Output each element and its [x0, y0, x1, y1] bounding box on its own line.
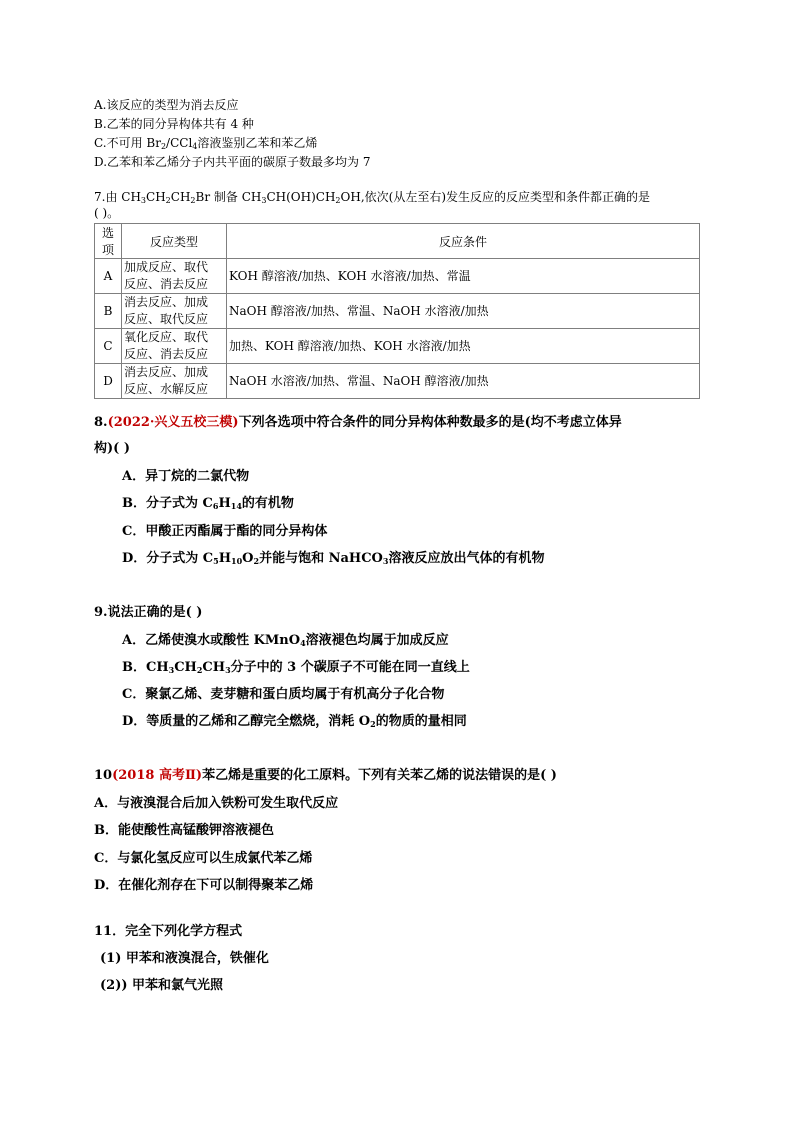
- row-condition: NaOH 水溶液/加热、常温、NaOH 醇溶液/加热: [227, 364, 700, 399]
- q7-stem-text: 7.由 CH: [94, 190, 141, 204]
- q11-line-1: (1) 甲苯和液溴混合，铁催化: [100, 951, 269, 966]
- q8-d-sub: 10: [231, 556, 243, 566]
- q7-stem-sub: 2: [190, 196, 196, 205]
- q6-option-a: A.该反应的类型为消去反应: [94, 98, 239, 112]
- q8-b-text: H: [218, 496, 231, 511]
- q7-stem-text: CH: [170, 190, 191, 204]
- q8-d-sub: 2: [253, 556, 260, 566]
- row-type-line: 氧化反应、取代: [124, 330, 209, 344]
- q8-option-c: C．甲酸正丙酯属于酯的同分异构体: [122, 524, 328, 539]
- q7-stem-end: ( )。: [94, 206, 120, 220]
- q8-option-b: [122, 496, 294, 512]
- q7-options-table: [94, 223, 700, 399]
- q7-stem: [94, 189, 650, 205]
- q9-option-d: [122, 714, 467, 730]
- row-key: D: [95, 364, 122, 399]
- q6-c-text: 溶液鉴别乙苯和苯乙烯: [197, 136, 318, 150]
- table-row: [95, 259, 700, 294]
- q9-d-sub: 2: [370, 719, 376, 729]
- q8-d-sub: 5: [213, 556, 219, 566]
- row-type-line: 反应、消去反应: [124, 347, 209, 361]
- row-type-line: 反应、水解反应: [124, 382, 209, 396]
- q8-stem-line1: [94, 415, 622, 431]
- header-reaction-condition: 反应条件: [227, 224, 700, 259]
- q8-d-text: H: [218, 551, 232, 566]
- q8-option-a: A．异丁烷的二氯代物: [122, 469, 250, 484]
- q7-stem-sub: 3: [261, 196, 267, 205]
- q7-stem-sub: 2: [165, 196, 171, 205]
- q8-b-sub: 14: [230, 501, 242, 511]
- q8-b-text: 的有机物: [241, 496, 294, 511]
- q10-option-d: D．在催化剂存在下可以制得聚苯乙烯: [94, 878, 314, 893]
- q10-number: 10: [94, 768, 113, 783]
- q9-d-text: 的物质的量相同: [375, 714, 467, 729]
- header-reaction-type: 反应类型: [122, 224, 227, 259]
- q9-a-text: A．乙烯使溴水或酸性 KMnO: [122, 633, 301, 648]
- q8-option-d: [122, 551, 544, 567]
- q10-stem: [94, 768, 557, 784]
- q8-d-text: D．分子式为 C: [122, 551, 214, 566]
- q8-number: 8.: [94, 415, 108, 430]
- row-type: [122, 329, 227, 364]
- row-type-line: 消去反应、加成: [124, 365, 209, 379]
- q6-c-sub: 4: [192, 142, 198, 151]
- row-key: B: [95, 294, 122, 329]
- q8-stem-text: 下列各选项中符合条件的同分异构体种数最多的是(均不考虑立体异: [238, 415, 622, 430]
- table-row: [95, 364, 700, 399]
- table-row: [95, 329, 700, 364]
- q6-c-text: /CCl: [166, 136, 193, 150]
- row-condition: NaOH 醇溶液/加热、常温、NaOH 水溶液/加热: [227, 294, 700, 329]
- q7-stem-text: CH: [146, 190, 166, 204]
- row-type-line: 反应、消去反应: [124, 277, 209, 291]
- q7-stem-sub: 2: [335, 196, 341, 205]
- row-type-line: 反应、取代反应: [124, 312, 209, 326]
- q10-option-b: B．能使酸性高锰酸钾溶液褪色: [94, 823, 274, 838]
- q8-d-text: 并能与饱和 NaHCO: [259, 551, 383, 566]
- q9-b-text: CH: [174, 660, 197, 675]
- q7-stem-sub: 3: [140, 196, 147, 205]
- q9-b-sub: 3: [225, 665, 231, 675]
- row-type: [122, 364, 227, 399]
- q9-d-text: D．等质量的乙烯和乙醇完全燃烧，消耗 O: [122, 714, 371, 729]
- q9-a-sub: 4: [300, 638, 306, 648]
- q6-option-d: D.乙苯和苯乙烯分子内共平面的碳原子数最多均为 7: [94, 155, 371, 169]
- row-condition: 加热、KOH 醇溶液/加热、KOH 水溶液/加热: [227, 329, 700, 364]
- q8-source: (2022·兴义五校三模): [107, 415, 239, 430]
- q6-option-c: [94, 135, 317, 151]
- q10-source: (2018 高考Ⅱ): [112, 768, 203, 783]
- q8-b-sub: 6: [212, 501, 219, 511]
- q9-b-text: 分子中的 3 个碳原子不可能在同一直线上: [230, 660, 470, 675]
- q7-stem-text: CH(OH)CH: [266, 190, 336, 204]
- q6-option-b: B.乙苯的同分异构体共有 4 种: [94, 117, 254, 131]
- row-key: A: [95, 259, 122, 294]
- row-condition: KOH 醇溶液/加热、KOH 水溶液/加热、常温: [227, 259, 700, 294]
- q9-a-text: 溶液褪色均属于加成反应: [305, 633, 449, 648]
- q10-stem-text: 苯乙烯是重要的化工原料。下列有关苯乙烯的说法错误的是( ): [202, 768, 557, 783]
- q7-stem-text: OH,依次(从左至右)发生反应的反应类型和条件都正确的是: [340, 190, 650, 204]
- row-type-line: 加成反应、取代: [124, 260, 209, 274]
- q8-d-sub: 3: [382, 556, 389, 566]
- q9-b-sub: 2: [196, 665, 203, 675]
- table-header-row: [95, 224, 700, 259]
- row-key: C: [95, 329, 122, 364]
- q9-option-a: [122, 633, 449, 649]
- q8-d-text: 溶液反应放出气体的有机物: [388, 551, 545, 566]
- q11-line-2: (2)) 甲苯和氯气光照: [100, 978, 224, 993]
- q8-d-text: O: [242, 551, 254, 566]
- q11-stem: 11．完全下列化学方程式: [94, 924, 243, 939]
- table-row: [95, 294, 700, 329]
- q9-b-text: CH: [202, 660, 226, 675]
- q9-stem: 9.说法正确的是( ): [94, 605, 203, 620]
- header-option: 选项: [95, 224, 122, 259]
- q9-b-text: B．CH: [122, 660, 169, 675]
- q7-stem-text: Br 制备 CH: [195, 190, 262, 204]
- q9-b-sub: 3: [168, 665, 175, 675]
- q6-c-text: C.不可用 Br: [94, 136, 161, 150]
- q8-stem-line2: 构)( ): [94, 441, 130, 456]
- row-type: [122, 259, 227, 294]
- row-type: [122, 294, 227, 329]
- q10-option-a: A．与液溴混合后加入铁粉可发生取代反应: [94, 796, 339, 811]
- q6-c-sub: 2: [160, 142, 167, 151]
- q9-option-b: [122, 660, 470, 676]
- q10-option-c: C．与氯化氢反应可以生成氯代苯乙烯: [94, 851, 313, 866]
- row-type-line: 消去反应、加成: [124, 295, 209, 309]
- q9-option-c: C．聚氯乙烯、麦芽糖和蛋白质均属于有机高分子化合物: [122, 687, 445, 702]
- q8-b-text: B．分子式为 C: [122, 496, 213, 511]
